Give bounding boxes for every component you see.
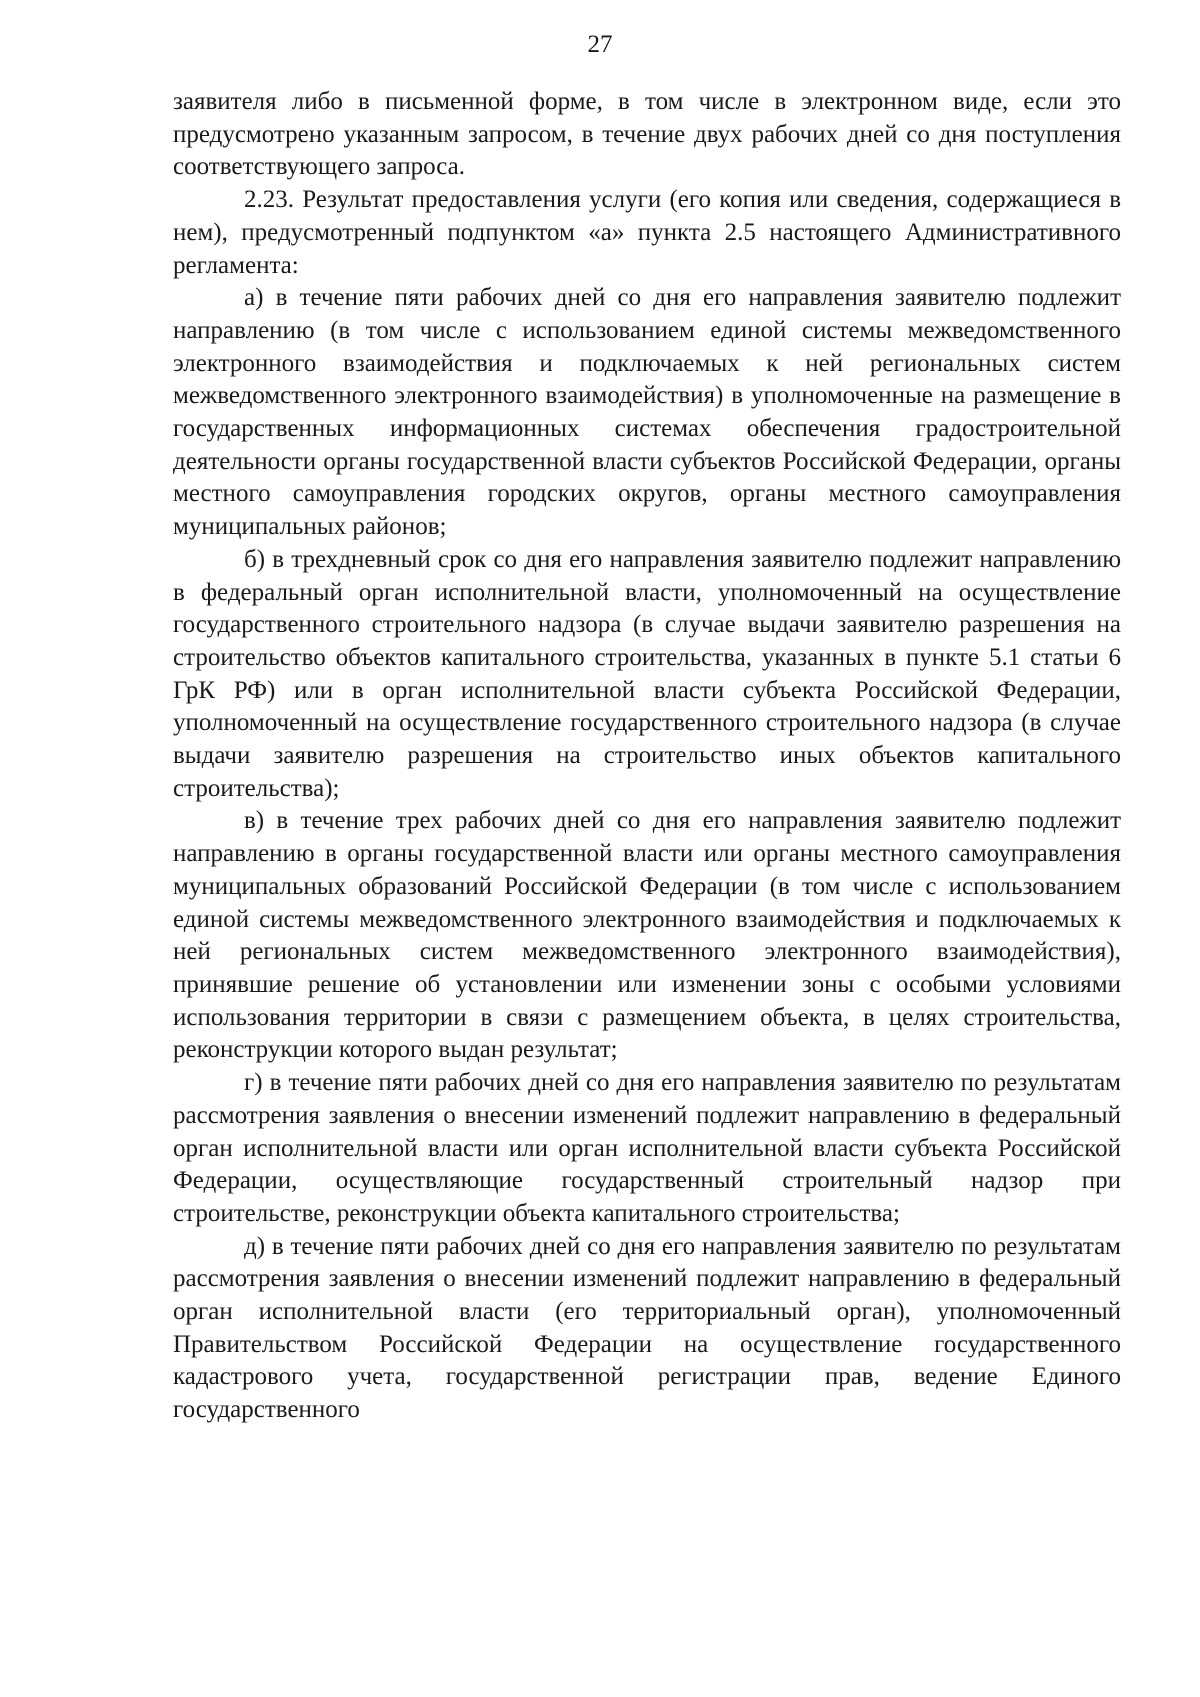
paragraph-item-v: в) в течение трех рабочих дней со дня его направления заявителю подлежит направлению в органы государственной власти или органы местного самоуправления муниципальных образований Российской Федерации (в том числе с использованием единой системы межведомственного электронного взаимодействия и подключаемых к ней региональных систем межведомственного электронного взаимодействия), принявшие решение об установлении или изменении зоны с особыми условиями использования территории в связи с размещением объекта, в целях строительства, реконструкции которого выдан результат; [173,807,1121,1064]
paragraph-item-a: а) в течение пяти рабочих дней со дня его направления заявителю подлежит направлению (в том числе с использованием единой системы межведомственного электронного взаимодействия и подключаемых к ней региональных систем межведомственного электронного взаимодействия) в уполномоченные на размещение в государственных информационных системах обеспечения градостроительной деятельности органы государственной власти субъектов Российской Федерации, органы местного самоуправления городских округов, органы местного самоуправления муниципальных районов; [173,284,1121,541]
paragraph-continuation: заявителя либо в письменной форме, в том числе в электронном виде, если это предусмотрено указанным запросом, в течение двух рабочих дней со дня поступления соответствующего запроса. [173,88,1121,181]
paragraph-item-g: г) в течение пяти рабочих дней со дня его направления заявителю по результатам рассмотрения заявления о внесении изменений подлежит направлению в федеральный орган исполнительной власти или орган исполнительной власти субъекта Российской Федерации, осуществляющие государственный строительный надзор при строительстве, реконструкции объекта капитального строительства; [173,1069,1121,1227]
paragraph-item-b: б) в трехдневный срок со дня его направления заявителю подлежит направлению в федеральный орган исполнительной власти, уполномоченный на осуществление государственного строительного надзора (в случае выдачи заявителю разрешения на строительство объектов капитального строительства, указанных в пункте 5.1 статьи 6 ГрК РФ) или в орган исполнительной власти субъекта Российской Федерации, уполномоченный на осуществление государственного строительного надзора (в случае выдачи заявителю разрешения на строительство иных объектов капитального строительства); [173,545,1121,802]
document-body [173,86,1121,1427]
page-number: 27 [587,31,613,58]
paragraph-2-23: 2.23. Результат предоставления услуги (его копия или сведения, содержащиеся в нем), предусмотренный подпунктом «а» пункта 2.5 настоящего Административного регламента: [173,186,1121,279]
paragraph-item-d: д) в течение пяти рабочих дней со дня его направления заявителю по результатам рассмотрения заявления о внесении изменений подлежит направлению в федеральный орган исполнительной власти (его территориальный орган), уполномоченный Правительством Российской Федерации на осуществление государственного кадастрового учета, государственной регистрации прав, ведение Единого государственного [173,1232,1121,1424]
